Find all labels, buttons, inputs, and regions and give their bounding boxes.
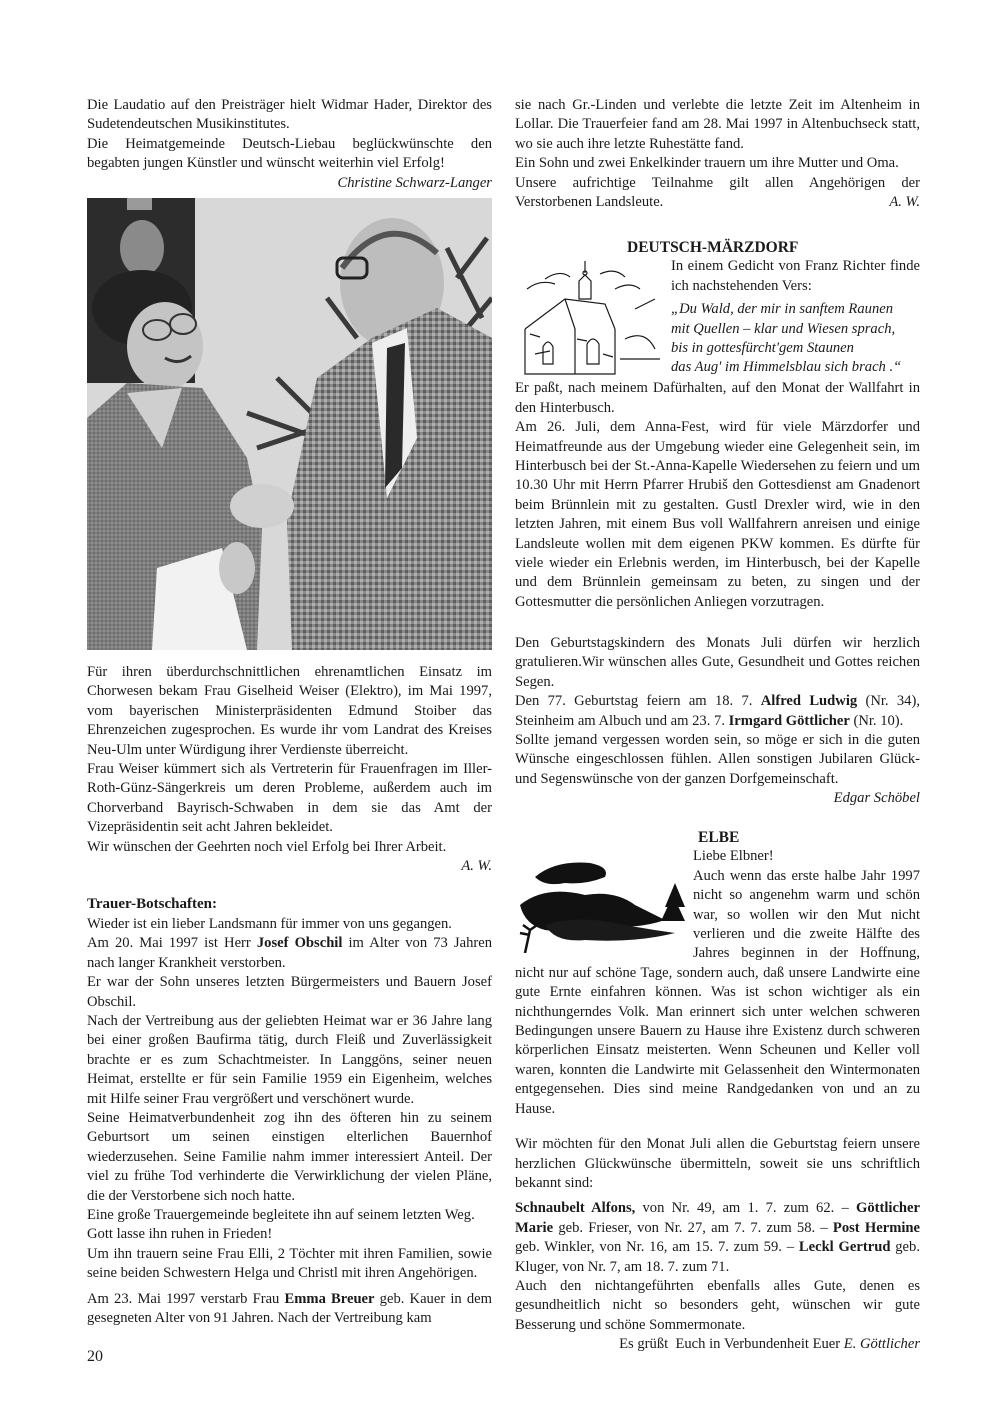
paragraph: Den Geburtstagskindern des Monats Juli dürfen wir herzlich gratulieren.Wir wünschen alles Gute, Gesundheit und Gottes reichen Segen. [515,635,920,690]
landscape-drawing-icon [515,855,685,953]
text: geb. Kauer in dem gesegneten Alter von 91 Jahren. Nach der Vertreibung kam [87,1290,492,1326]
paragraph: Er paßt, nach meinem Dafürhalten, auf den Monat der Wallfahrt in den Hinterbusch. [515,380,920,416]
author-signature: Christine Schwarz-Langer [337,174,492,191]
chapel-illustration [515,259,663,379]
landscape-illustration [515,855,685,953]
poem-line: bis in gottesfürcht'gem Staunen [671,340,854,357]
text: von Nr. 49, am 1. 7. zum 62. – [635,1200,856,1217]
closing-line [515,1335,920,1354]
person-name: Leckl Gertrud [798,1239,891,1256]
person-name: Irmgard Göttlicher [728,712,850,729]
text: (Nr. 10). [849,712,904,729]
paragraph: Seine Heimatverbundenheit zog ihn des öfteren hin zu seinem Geburtsort um seinen einstigen elterlichen Bauernhof wiederzusehen. Seine Familie nahm immer interessiert Anteil. Der viel zu frühe Tod verhinderte die Verwirklichung der vielen Pläne, die der Verstorbene sich noch hatte. [87,1109,492,1204]
person-name: Post Hermine [832,1219,920,1236]
paragraph: Wieder ist ein lieber Landsmann für immer von uns gegangen. [87,915,452,932]
greeting: Liebe Elbner! [693,848,774,865]
text: Es grüßt Euch in Verbundenheit Euer [619,1336,844,1353]
deceased-name: Josef Obschil [256,935,343,952]
photo-image [87,198,492,650]
paragraph: Wir möchten für den Monat Juli allen die Geburtstag feiern unsere herzlichen Glückwünsche übermitteln, soweit sie uns schriftlich bekannt sind: [515,1136,920,1191]
paragraph: In einem Gedicht von Franz Richter finde ich nachstehenden Vers: [671,258,920,294]
paragraph: Frau Weiser kümmert sich als Vertreterin für Frauenfragen im Iller-Roth-Günz-Sängerkreis um deren Probleme, außerdem auch im Chorverband Bayrisch-Schwaben in dem sie das Amt der Vizepräsidentin seit acht Jahren bekleidet. [87,761,492,836]
elbe-section [515,828,920,1355]
paragraph: sie nach Gr.-Linden und verlebte die letzte Zeit im Altenheim in Lollar. Die Trauerfeier fand am 28. Mai 1997 in Altenbuchseck statt, wo sie auch ihre letzte Ruhestätte fand. [515,97,920,152]
section-heading-trauer: Trauer-Botschaften: [87,896,217,913]
paragraph [515,692,920,731]
poem-line: mit Quellen – klar und Wiesen sprach, [671,320,896,337]
text: im Alter von 73 Jahren nach langer Krankheit verstorben. [87,935,493,971]
text: Am 20. Mai 1997 ist Herr [87,935,257,952]
person-name: Göttlicher Marie [515,1200,920,1236]
poem-line: „Du Wald, der mir in sanftem Raunen [671,301,894,318]
page-number: 20 [87,1348,103,1365]
laudatio-article [87,96,492,193]
author-signature: E. Göttlicher [843,1336,920,1353]
paragraph: Um ihn trauern seine Frau Elli, 2 Töchter mit ihren Familien, sowie seine beiden Schwestern Helga und Christl mit ihren Angehörigen. [87,1245,492,1282]
author-signature: A. W. [461,858,492,875]
paragraph: Eine große Trauergemeinde begleitete ihn auf seinem letzten Weg. [87,1206,475,1223]
handshake-photo [87,198,492,650]
chapel-drawing-icon [515,259,663,377]
paragraph: Wir wünschen der Geehrten noch viel Erfolg bei Ihrer Arbeit. [87,838,447,855]
author-signature: Edgar Schöbel [833,790,920,807]
text: geb. Frieser, von Nr. 27, am 7. 7. zum 58. – [553,1219,833,1236]
person-name: Schnaubelt Alfons, [515,1200,636,1217]
poem-line: das Aug' im Himmelsblau sich brach .“ [671,359,902,376]
paragraph: Gott lasse ihn ruhen in Frieden! [87,1226,273,1243]
section-title-elbe: ELBE [698,829,740,846]
text: geb. Kluger, von Nr. 7, am 18. 7. zum 71. [515,1239,920,1275]
paragraph: Ein Sohn und zwei Enkelkinder trauern um ihre Mutter und Oma. [515,155,899,172]
paragraph [87,934,492,973]
weiser-article [87,663,492,1328]
paragraph: Für ihren überdurchschnittlichen ehrenamtlichen Einsatz im Chorwesen bekam Frau Giselheid Weiser (Elektro), im Mai 1997, vom bayerischen Ministerpräsidenten Edmund Stoiber das Ehrenzeichen zugesprochen. Es wurde ihr vom Landrat des Kreises Neu-Ulm unter Würdigung ihrer Verdienste überreicht. [87,664,492,758]
paragraph: Die Laudatio auf den Preisträger hielt Widmar Hader, Direktor des Sudetendeutschen Musikinstitutes. [87,97,492,133]
text: Am 23. Mai 1997 verstarb Frau [87,1290,285,1307]
paragraph: Am 26. Juli, dem Anna-Fest, wird für viele Märzdorfer und Heimatfreunde aus der Umgebung wieder eine Gelegenheit sein, im Hinterbusch bei der St.-Anna-Kapelle Wiedersehen zu feiern und um 10.30 Uhr mit Herrn Pfarrer Hrubiš den Gottesdienst am Gnadenort beim Brünnlein mit zu gestalten. Gustl Drexler wird, wie in den letzten Jahren, mit einem Bus voll Wallfahrern anreisen und einige Landsleute wollen mit dem eigenen PKW kommen. Es dürfte für viele wieder ein Erlebnis werden, im Hinterbusch, bei der Kapelle und dem Brünnlein gemeinsam zu beten, zu singen und der Gottesmutter die persönlichen Anliegen vorzutragen. [515,419,920,610]
paragraph: Die Heimatgemeinde Deutsch-Liebau beglückwünschte den begabten jungen Künstler und wünscht weiterhin viel Erfolg! [87,135,492,172]
paragraph: Auch den nichtangeführten ebenfalls alles Gute, denen es gesundheitlich nicht so besonders geht, wünschen wir gute Besserung und schöne Sommermonate. [515,1277,920,1333]
birthday-list [515,1199,920,1277]
maerzdorf-section [515,238,920,612]
section-title-maerzdorf: DEUTSCH-MÄRZDORF [627,239,799,256]
text: geb. Winkler, von Nr. 16, am 15. 7. zum 59. – [515,1239,799,1256]
paragraph: Er war der Sohn unseres letzten Bürgermeisters und Bauern Josef Obschil. [87,974,492,1010]
paragraph: Sollte jemand vergessen worden sein, so möge er sich in die guten Wünsche eingeschlossen fühlen. Allen sonstigen Jubilaren Glück- und Segenswünsche von der ganzen Dorfgemeinschaft. [515,732,920,787]
paragraph: Nach der Vertreibung aus der geliebten Heimat war er 36 Jahre lang bei einer großen Baufirma tätig, durch Fleiß und Zuverlässigkeit brachte er es zum Schachtmeister. In Langgöns, seiner neuen Heimat, erstellte er für sein Familie 1959 ein Eigenheim, welches mit Hilfe seiner Frau vergrößert und verschönert wurde. [87,1012,492,1107]
person-name: Alfred Ludwig [760,693,858,710]
paragraph: Auch wenn das erste halbe Jahr 1997 nicht so angenehm warm und schön war, so wollen wir den Mut nicht verlieren und die zweite Hälfte des Jahres beginnen in der Hoffnung, nicht nur auf schöne Tage, sondern auch, daß unsere Landwirte eine gute Ernte einfahren können. Was ist schon wichtiger als ein nichthungerndes Volk. Man erinnert sich unter welchen schweren Bedingungen unsere Bauern zu Hause ihre Existenz durch schweren körperlichen Einsatz meisterten. Wenn Scheunen und Keller voll waren, konnten die Landwirte mit Gelassenheit den Wintermonaten entgegensehen. Dies sind meine Randgedanken von und an zu Hause. [515,867,920,1117]
text: (Nr. 34), Steinheim am Albuch und am 23. 7. [515,693,920,729]
text: Den 77. Geburtstag feiern am 18. 7. [515,693,761,710]
deceased-name: Emma Breuer [284,1290,375,1307]
maerzdorf-birthdays [515,634,920,809]
obituary-continuation [515,96,920,212]
author-signature: A. W. [889,194,920,211]
paragraph [87,1290,492,1329]
text: Unsere aufrichtige Teilnahme gilt allen Angehörigen der Verstorbenen Landsleute. [515,174,920,211]
